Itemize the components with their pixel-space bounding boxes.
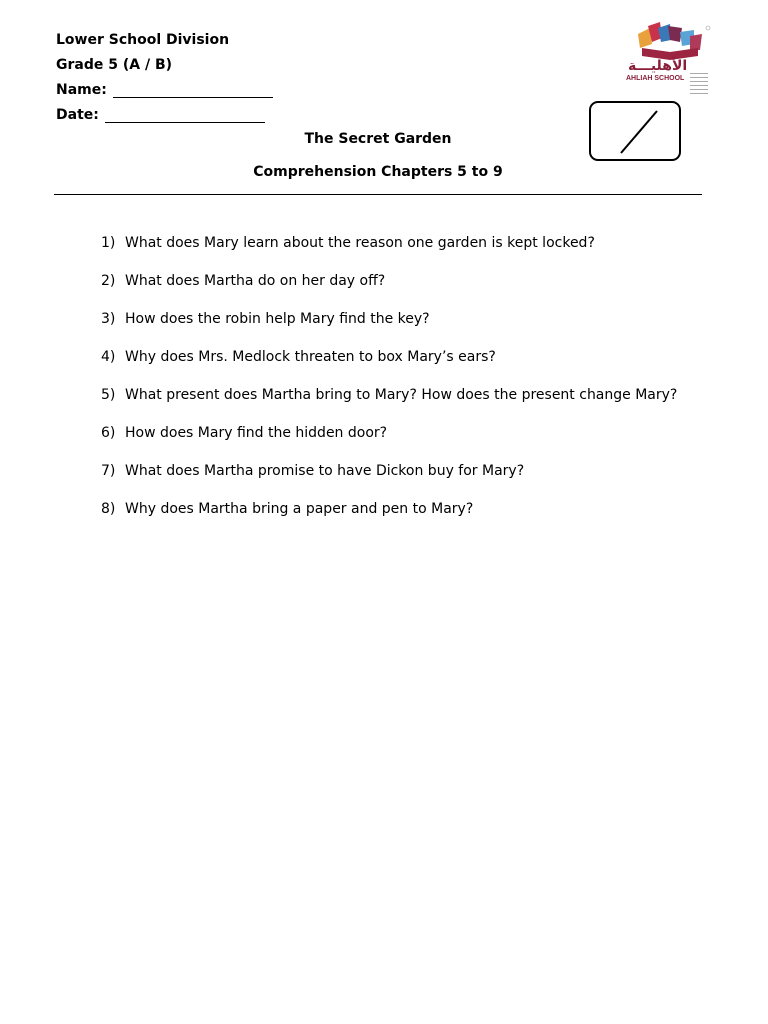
question-list bbox=[101, 233, 721, 537]
logo-arabic-text: الأهليـــة bbox=[628, 58, 688, 74]
logo-school-name: AHLIAH SCHOOL bbox=[626, 75, 685, 82]
question-number: 6) bbox=[101, 425, 116, 441]
question-number: 5) bbox=[101, 387, 116, 403]
school-logo bbox=[624, 22, 716, 102]
question-text: What present does Martha bring to Mary? How does the present change Mary? bbox=[125, 387, 678, 403]
question-text: Why does Mrs. Medlock threaten to box Mary’s ears? bbox=[125, 349, 496, 365]
question-number: 7) bbox=[101, 463, 116, 479]
question-text: How does Mary find the hidden door? bbox=[125, 425, 388, 441]
score-box bbox=[589, 101, 681, 161]
question-item bbox=[101, 347, 721, 385]
question-number: 4) bbox=[101, 349, 116, 365]
question-text: What does Martha do on her day off? bbox=[125, 273, 386, 289]
worksheet-title: The Secret Garden bbox=[304, 131, 452, 147]
question-number: 2) bbox=[101, 273, 116, 289]
name-label: Name: bbox=[56, 82, 107, 98]
question-item bbox=[101, 499, 721, 537]
question-number: 3) bbox=[101, 311, 116, 327]
score-slash-icon bbox=[591, 103, 679, 159]
logo-fine-print bbox=[690, 70, 708, 97]
question-item bbox=[101, 309, 721, 347]
date-field[interactable] bbox=[105, 108, 265, 123]
question-text: How does the robin help Mary find the key? bbox=[125, 311, 430, 327]
grade-label: Grade 5 (A / B) bbox=[56, 57, 173, 73]
date-label: Date: bbox=[56, 107, 99, 123]
date-row bbox=[56, 107, 265, 123]
question-text: Why does Martha bring a paper and pen to Mary? bbox=[125, 501, 474, 517]
question-number: 8) bbox=[101, 501, 116, 517]
question-number: 1) bbox=[101, 235, 116, 251]
name-row bbox=[56, 82, 273, 98]
worksheet-subtitle: Comprehension Chapters 5 to 9 bbox=[253, 164, 503, 180]
question-item bbox=[101, 385, 721, 423]
question-text: What does Martha promise to have Dickon buy for Mary? bbox=[125, 463, 525, 479]
question-item bbox=[101, 461, 721, 499]
question-item bbox=[101, 423, 721, 461]
question-item bbox=[101, 271, 721, 309]
name-field[interactable] bbox=[113, 83, 273, 98]
header-divider bbox=[54, 194, 702, 195]
division-label: Lower School Division bbox=[56, 32, 230, 48]
question-text: What does Mary learn about the reason one garden is kept locked? bbox=[125, 235, 595, 251]
question-item bbox=[101, 233, 721, 271]
